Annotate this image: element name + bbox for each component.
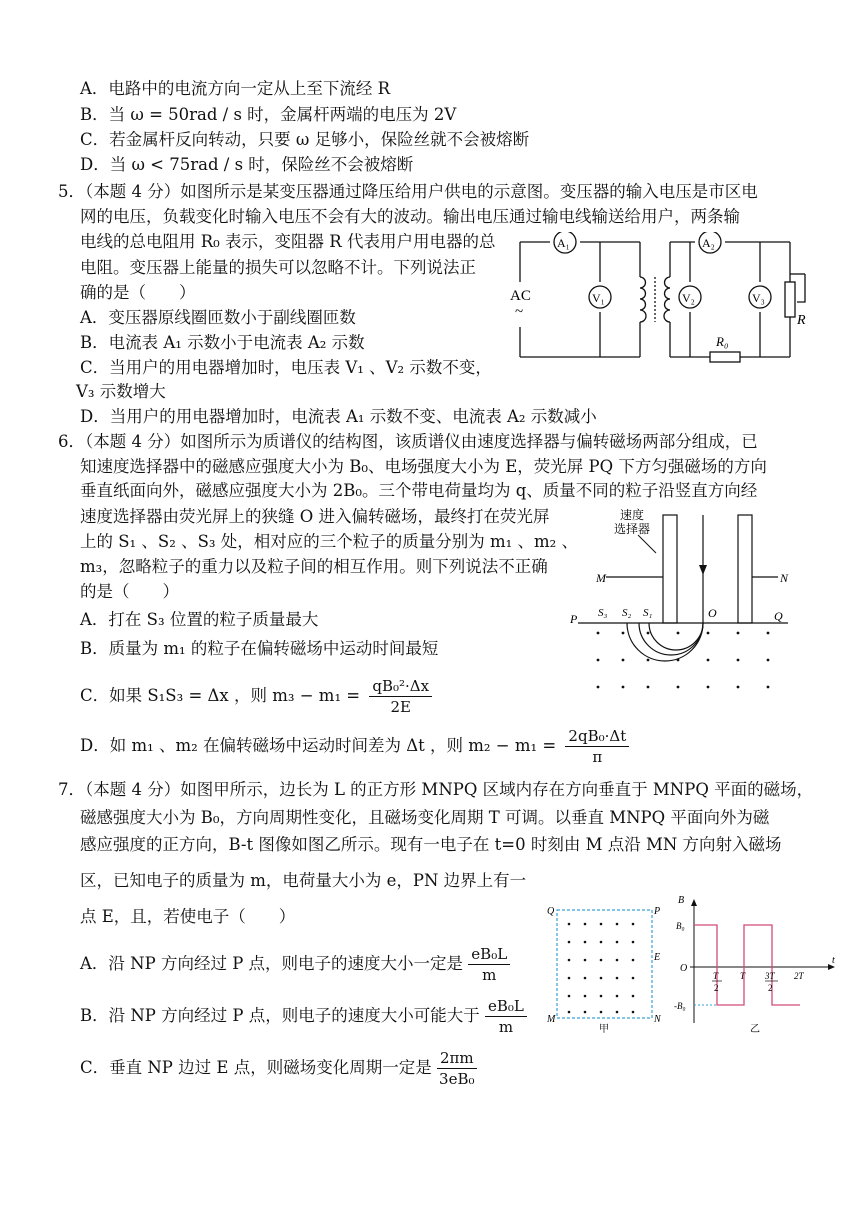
q5-stem-line2: 网的电压，负载变化时输入电压不会有大的波动。输出电压通过输电线输送给用户，两条输 <box>80 207 740 226</box>
q4-option-d: D．当 ω < 75rad / s 时，保险丝不会被熔断 <box>80 155 414 174</box>
q7-option-c-text: C．垂直 NP 边过 E 点，则磁场变化周期一定是 <box>80 1058 432 1077</box>
r-label: R <box>797 313 806 328</box>
q6-stem-line7: 的是（ ） <box>80 582 179 601</box>
q5-option-c: C．当用户的用电器增加时，电压表 V₁ 、V₂ 示数不变， <box>80 358 492 377</box>
q6-d-numerator: 2qB₀·Δt <box>565 726 629 747</box>
q6-option-c-text: C．如果 S₁S₃ = Δx ，则 m₃ − m₁ = <box>80 686 361 705</box>
q5-stem-line1: 5．（本题 4 分）如图所示是某变压器通过降压给用户供电的示意图。变压器的输入电压是市区电 <box>58 182 758 201</box>
q6-stem-line4: 速度选择器由荧光屏上的狭缝 O 进入偏转磁场，最终打在荧光屏 <box>80 507 550 526</box>
jia-n-label: N <box>654 1014 661 1025</box>
yi-t-half-num: T <box>713 971 719 981</box>
q7-stem-line5: 点 E，且，若使电子（ ） <box>80 907 296 926</box>
yi-t-half-den: 2 <box>714 983 719 993</box>
q6-option-a: A．打在 S₃ 位置的粒子质量最大 <box>80 610 319 629</box>
q7-b-numerator: eB₀L <box>485 996 527 1017</box>
n-label: N <box>780 571 789 585</box>
q4-option-b: B．当 ω = 50rad / s 时，金属杆两端的电压为 2V <box>80 105 457 124</box>
o-label: O <box>708 606 717 620</box>
q5-option-b: B．电流表 A₁ 示数小于电流表 A₂ 示数 <box>80 333 365 352</box>
q7-c-denominator: 3eB₀ <box>439 1070 475 1088</box>
q7-option-c <box>80 1048 477 1089</box>
q6-option-b: B．质量为 m₁ 的粒子在偏转磁场中运动时间最短 <box>80 639 439 658</box>
q5-option-d: D．当用户的用电器增加时，电流表 A₁ 示数不变、电流表 A₂ 示数减小 <box>80 407 597 426</box>
q6-stem-line1: 6．（本题 4 分）如图所示为质谱仪的结构图，该质谱仪由速度选择器与偏转磁场两部分组成，已 <box>58 432 758 451</box>
q7-option-b-text: B．沿 NP 方向经过 P 点，则电子的速度大小可能大于 <box>80 1006 480 1025</box>
q6-c-numerator: qB₀²·Δx <box>369 676 432 697</box>
v3-label: V₃ <box>752 291 765 305</box>
a1-label: A₁ <box>557 236 570 250</box>
q5-option-a: A．变压器原线圈匝数小于副线圈匝数 <box>80 308 356 327</box>
yi-b0-label: B₀ <box>676 921 685 931</box>
yi-t-label: T <box>740 971 746 981</box>
q4-option-a: A．电路中的电流方向一定从上至下流经 R <box>80 79 391 98</box>
yi-origin-label: O <box>680 963 688 974</box>
q5-transformer-circuit-diagram <box>505 232 825 367</box>
q7-a-numerator: eB₀L <box>468 944 510 965</box>
q6-stem-line2: 知速度选择器中的磁感应强度大小为 B₀、电场强度大小为 E，荧光屏 PQ 下方匀强磁场的方向 <box>80 457 767 476</box>
q7-stem-line4: 区，已知电子的质量为 m，电荷量大小为 e，PN 边界上有一 <box>80 871 527 890</box>
yi-t-axis-label: t <box>832 955 835 966</box>
yi-3t-half-den: 2 <box>768 983 773 993</box>
s2-label: S₂ <box>622 607 632 619</box>
q7-stem-line2: 磁感强度大小为 B₀，方向周期性变化，且磁场变化周期 T 可调。以垂直 MNPQ 平面向外为磁 <box>80 808 770 827</box>
q7-option-a <box>80 944 510 985</box>
q7-c-numerator: 2πm <box>437 1048 477 1069</box>
q6-stem-line6: m₃，忽略粒子的重力以及粒子间的相互作用。则下列说法不正确 <box>80 557 548 576</box>
jia-p-label: P <box>654 906 661 917</box>
v2-label: V₂ <box>682 291 695 305</box>
q6-option-d <box>80 726 629 767</box>
q6-stem-line3: 垂直纸面向外，磁感应强度大小为 2B₀。三个带电荷量均为 q、质量不同的粒子沿竖直方向经 <box>80 481 758 500</box>
q6-stem-line5: 上的 S₁ 、S₂ 、S₃ 处，相对应的三个粒子的质量分别为 m₁ 、m₂ 、 <box>80 532 578 551</box>
yi-neg-b0-label: -B₀ <box>674 1001 686 1011</box>
q6-d-denominator: π <box>592 748 603 766</box>
ac-tilde: ~ <box>515 304 524 320</box>
q7-figure-jia-square-field <box>545 900 665 1035</box>
q6-option-d-text: D．如 m₁ 、m₂ 在偏转磁场中运动时间差为 Δt ，则 m₂ − m₁ = <box>80 736 557 755</box>
selector-label-2: 选择器 <box>614 522 651 536</box>
q5-option-c-cont: V₃ 示数增大 <box>76 382 166 401</box>
yi-3t-half-num: 3T <box>765 971 775 981</box>
q5-stem-line5: 确的是（ ） <box>80 283 196 302</box>
a2-label: A₂ <box>702 236 715 250</box>
q7-option-a-text: A．沿 NP 方向经过 P 点，则电子的速度大小一定是 <box>80 954 464 973</box>
q7-stem-line1: 7．（本题 4 分）如图甲所示，边长为 L 的正方形 MNPQ 区域内存在方向垂直于 MNPQ 平面的磁场， <box>58 780 814 799</box>
s1-label: S₁ <box>643 607 653 619</box>
r0-label: R₀ <box>716 334 729 349</box>
q6-option-c <box>80 676 432 717</box>
q6-mass-spectrometer-diagram <box>568 505 798 700</box>
q4-option-c: C．若金属杆反向转动，只要 ω 足够小，保险丝就不会被熔断 <box>80 130 530 149</box>
q6-c-denominator: 2E <box>390 698 411 716</box>
q5-stem-line4: 电阻。变压器上能量的损失可以忽略不计。下列说法正 <box>80 258 476 277</box>
q7-b-denominator: m <box>498 1018 514 1036</box>
q7-a-denominator: m <box>482 966 497 984</box>
q5-stem-line3: 电线的总电阻用 R₀ 表示，变阻器 R 代表用户用电器的总 <box>80 232 496 251</box>
ac-label: AC <box>510 288 531 304</box>
s3-label: S₃ <box>598 607 608 619</box>
jia-m-label: M <box>547 1014 556 1025</box>
yi-2t-label: 2T <box>794 971 804 981</box>
q-label: Q <box>774 609 783 623</box>
jia-q-label: Q <box>547 906 555 917</box>
p-label: P <box>570 612 578 626</box>
jia-e-label: E <box>654 952 661 963</box>
jia-caption: 甲 <box>599 1024 609 1035</box>
q7-option-b <box>80 996 527 1037</box>
m-label: M <box>596 571 606 585</box>
q7-figure-yi-bt-graph <box>672 895 842 1035</box>
selector-label-1: 速度 <box>620 508 645 522</box>
v1-label: V₁ <box>592 291 605 305</box>
q7-stem-line3: 感应强度的正方向，B-t 图像如图乙所示。现有一电子在 t=0 时刻由 M 点沿 MN 方向射入磁场 <box>80 835 782 854</box>
yi-b-axis-label: B <box>678 895 685 906</box>
yi-caption: 乙 <box>750 1024 760 1035</box>
